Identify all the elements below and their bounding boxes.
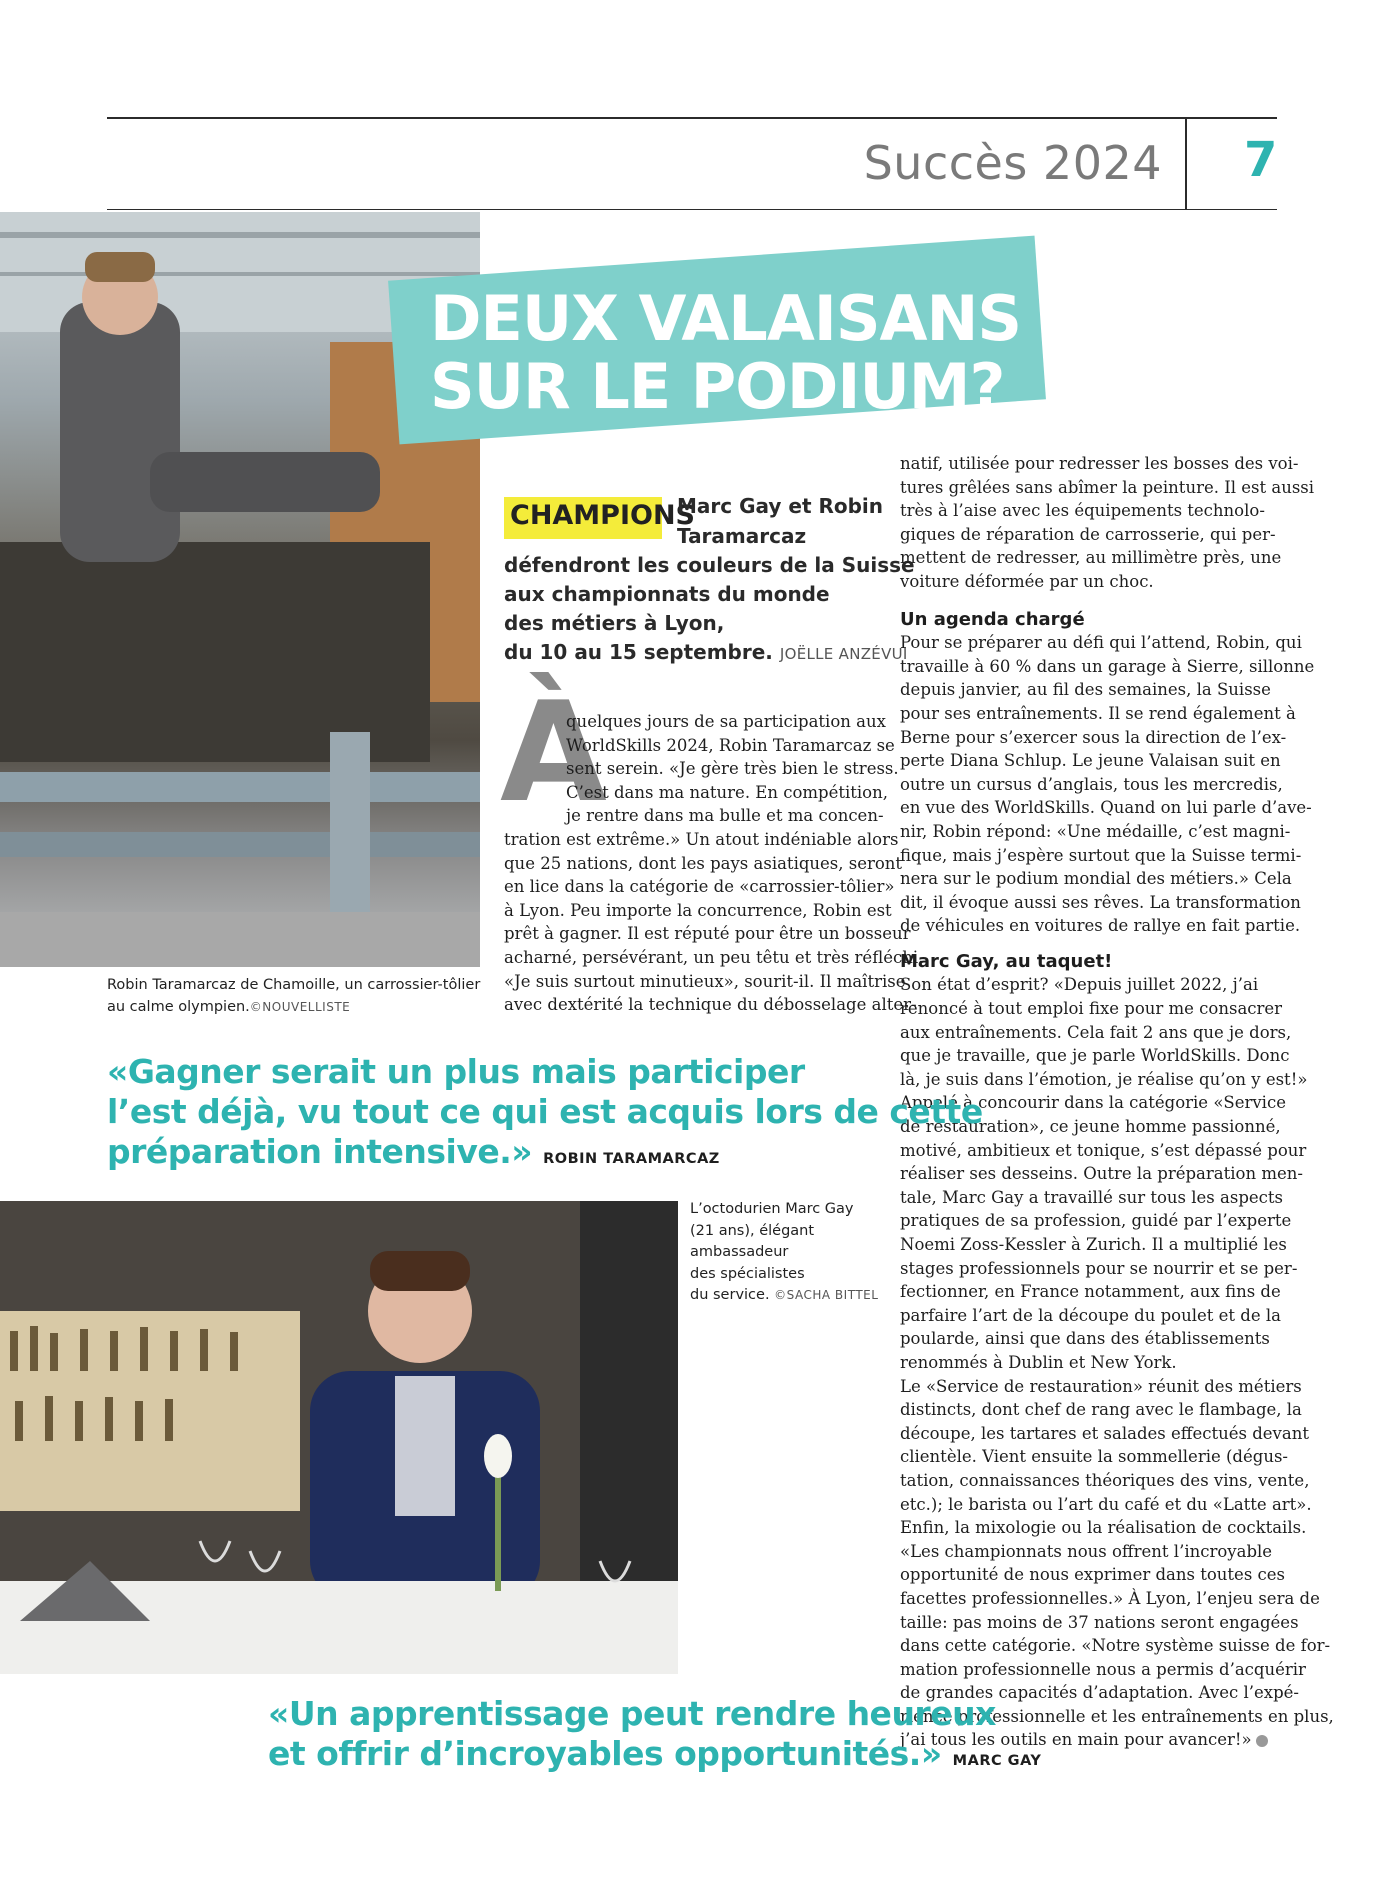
lede-line: Marc Gay et Robin [677, 494, 884, 518]
body-line: «Les championnats nous offrent l’incroyable [900, 1541, 1273, 1561]
body-line: renoncé à tout emploi fixe pour me consacrer [900, 999, 1283, 1019]
body-line: acharné, persévérant, un peu têtu et très réfléchi. [504, 947, 924, 967]
quote-line: «Gagner serait un plus mais participer [107, 1052, 805, 1091]
body-line: de restauration», ce jeune homme passionné, [900, 1117, 1281, 1137]
quote-line: l’est déjà, vu tout ce qui est acquis lors de cette [107, 1092, 983, 1131]
quote-author: MARC GAY [952, 1753, 1042, 1769]
end-dot-icon [1256, 1735, 1268, 1747]
body-line: rience professionnelle et les entraînements en plus, [900, 1706, 1334, 1726]
body-line: en lice dans la catégorie de «carrossier-tôlier» [504, 877, 895, 897]
headline-line: DEUX VALAISANS [430, 282, 1022, 355]
section-title: Succès 2024 [863, 136, 1162, 190]
body-line: sent serein. «Je gère très bien le stress. [566, 759, 899, 779]
pull-quote-marc [268, 1694, 1041, 1781]
body-line: clientèle. Vient ensuite la sommellerie (dégus- [900, 1447, 1288, 1467]
photo2-credit: ©SACHA BITTEL [774, 1288, 879, 1302]
lede-line: des métiers à Lyon, [504, 611, 725, 635]
body-line: dit, il évoque aussi ses rêves. La transformation [900, 892, 1301, 912]
body-line: depuis janvier, au fil des semaines, la Suisse [900, 680, 1271, 700]
lede-line: défendront les couleurs de la Suisse [504, 553, 915, 577]
body-line: dans cette catégorie. «Notre système suisse de for- [900, 1636, 1331, 1656]
page-number: 7 [1244, 132, 1278, 188]
body-line: pratiques de sa profession, guidé par l’experte [900, 1211, 1292, 1231]
body-line: tration est extrême.» Un atout indéniable alors [504, 830, 899, 849]
body-line: parfaire l’art de la découpe du poulet et de la [900, 1305, 1281, 1325]
body-line: découpe, les tartares et salades effectués devant [900, 1423, 1309, 1443]
champions-tag-label: CHAMPIONS [510, 500, 696, 531]
body-line: taille: pas moins de 37 nations seront engagées [900, 1612, 1299, 1632]
photo2-caption-line: ambassadeur [690, 1244, 789, 1260]
column1-top [566, 710, 899, 828]
pull-quote-robin [107, 1052, 983, 1179]
body-line: perte Diana Schlup. Le jeune Valaisan suit en [900, 751, 1281, 771]
header-separator [1185, 118, 1187, 210]
lede-line: aux championnats du monde [504, 582, 830, 606]
body-line: de grandes capacités d’adaptation. Avec l’expé- [900, 1683, 1299, 1703]
header-bottom-rule [107, 209, 1277, 210]
body-line: je rentre dans ma bulle et ma concen- [566, 806, 884, 826]
photo2-caption-line: (21 ans), élégant [690, 1222, 815, 1239]
body-line: Noemi Zoss-Kessler à Zurich. Il a multiplié les [900, 1235, 1287, 1254]
header-top-rule [107, 117, 1277, 119]
body-line: travaille à 60 % dans un garage à Sierre, sillonne [900, 656, 1315, 676]
body-line: aux entraînements. Cela fait 2 ans que je dors, [900, 1022, 1292, 1042]
body-line: très à l’aise avec les équipements technolo- [900, 501, 1265, 521]
column1-body [504, 828, 923, 1017]
body-line: poularde, ainsi que dans des établissements [900, 1329, 1270, 1349]
body-line: de véhicules en voitures de rallye en fait partie. [900, 916, 1301, 936]
restaurant-illustration [0, 1201, 678, 1674]
body-line: facettes professionnelles.» À Lyon, l’enjeu sera de [900, 1588, 1320, 1608]
photo2-caption [690, 1199, 878, 1307]
body-line: quelques jours de sa participation aux [566, 712, 886, 731]
quote-line: préparation intensive.» ROBIN TARAMARCAZ [107, 1132, 720, 1171]
headline-line: SUR LE PODIUM? [430, 350, 1005, 423]
body-line: que je travaille, que je parle WorldSkills. Donc [900, 1046, 1290, 1066]
photo1-caption-line: Robin Taramarcaz de Chamoille, un carrossier-tôlier [107, 977, 481, 993]
body-line: Enfin, la mixologie ou la réalisation de cocktails. [900, 1518, 1307, 1538]
body-line: renommés à Dublin et New York. [900, 1352, 1177, 1372]
body-line: natif, utilisée pour redresser les bosses des voi- [900, 454, 1299, 473]
body-line: C’est dans ma nature. En compétition, [566, 782, 888, 802]
body-line: WorldSkills 2024, Robin Taramarcaz se [566, 735, 895, 755]
body-line: pour ses entraînements. Il se rend également à [900, 703, 1296, 723]
photo1-caption-line: au calme olympien.©NOUVELLISTE [107, 999, 351, 1015]
body-line: Berne pour s’exercer sous la direction de l’ex- [900, 727, 1287, 747]
body-line: tale, Marc Gay a travaillé sur tous les aspects [900, 1187, 1283, 1207]
subhead-marc-gay: Marc Gay, au taquet! [900, 950, 1113, 972]
body-line: nir, Robin répond: «Une médaille, c’est magni- [900, 821, 1291, 841]
body-line: avec dextérité la technique du débosselage alter- [504, 995, 917, 1015]
byline: JOËLLE ANZÉVUI [779, 645, 908, 663]
photo2-caption-line: des spécialistes [690, 1265, 805, 1282]
body-line: mettent de redresser, au millimètre près, une [900, 548, 1282, 568]
body-line: Pour se préparer au défi qui l’attend, Robin, qui [900, 633, 1302, 653]
body-line: prêt à gagner. Il est réputé pour être un bosseur [504, 924, 911, 944]
body-line: j’ai tous les outils en main pour avancer!» [900, 1728, 1334, 1752]
photo2-caption-line: du service. ©SACHA BITTEL [690, 1287, 879, 1303]
body-line: opportunité de nous exprimer dans toutes ces [900, 1565, 1286, 1585]
body-line: nera sur le podium mondial des métiers.» Cela [900, 869, 1292, 889]
body-line: là, je suis dans l’émotion, je réalise qu’on y est!» [900, 1069, 1308, 1089]
body-line: etc.); le barista ou l’art du café et du «Latte art». [900, 1494, 1312, 1514]
body-line: stages professionnels pour se nourrir et se per- [900, 1258, 1298, 1278]
body-line: Le «Service de restauration» réunit des métiers [900, 1376, 1302, 1396]
body-line: que 25 nations, dont les pays asiatiques, seront [504, 853, 903, 873]
body-line: tation, connaissances théoriques des vins, vente, [900, 1470, 1310, 1490]
body-line: Son état d’esprit? «Depuis juillet 2022, j’ai [900, 975, 1259, 995]
lede-line: Taramarcaz [677, 524, 807, 548]
photo2-caption-line: L’octodurien Marc Gay [690, 1201, 854, 1217]
body-line: en vue des WorldSkills. Quand on lui parle d’ave- [900, 798, 1312, 818]
body-line: voiture déformée par un choc. [900, 571, 1154, 591]
body-line: à Lyon. Peu importe la concurrence, Robin est [504, 900, 892, 920]
photo1-credit: ©NOUVELLISTE [249, 1000, 351, 1014]
drop-cap: À [500, 672, 607, 833]
headline [430, 282, 1022, 423]
quote-line: «Un apprentissage peut rendre heureux [268, 1694, 996, 1733]
photo1-caption [107, 974, 480, 1018]
body-line: tures grêlées sans abîmer la peinture. Il est aussi [900, 477, 1315, 497]
subhead-agenda: Un agenda chargé [900, 608, 1085, 630]
quote-author: ROBIN TARAMARCAZ [543, 1151, 720, 1167]
body-line: mation professionnelle nous a permis d’acquérir [900, 1659, 1306, 1679]
body-line: fectionner, en France notamment, aux fins de [900, 1282, 1281, 1302]
body-line: motivé, ambitieux et tonique, s’est dépassé pour [900, 1140, 1307, 1160]
lede-line: du 10 au 15 septembre. JOËLLE ANZÉVUI [504, 640, 908, 664]
body-line: fique, mais j’espère surtout que la Suisse termi- [900, 845, 1302, 865]
body-line: réaliser ses desseins. Outre la préparation men- [900, 1164, 1303, 1184]
body-line: outre un cursus d’anglais, tous les mercredis, [900, 774, 1283, 794]
body-line: giques de réparation de carrosserie, qui per- [900, 524, 1276, 544]
body-line: distincts, dont chef de rang avec le flambage, la [900, 1400, 1302, 1420]
body-line: Appelé à concourir dans la catégorie «Service [900, 1093, 1286, 1113]
body-line: «Je suis surtout minutieux», sourit-il. Il maîtrise [504, 971, 906, 991]
photo-marc-gay [0, 1201, 678, 1674]
quote-line: et offrir d’incroyables opportunités.» MARC GAY [268, 1734, 1042, 1773]
